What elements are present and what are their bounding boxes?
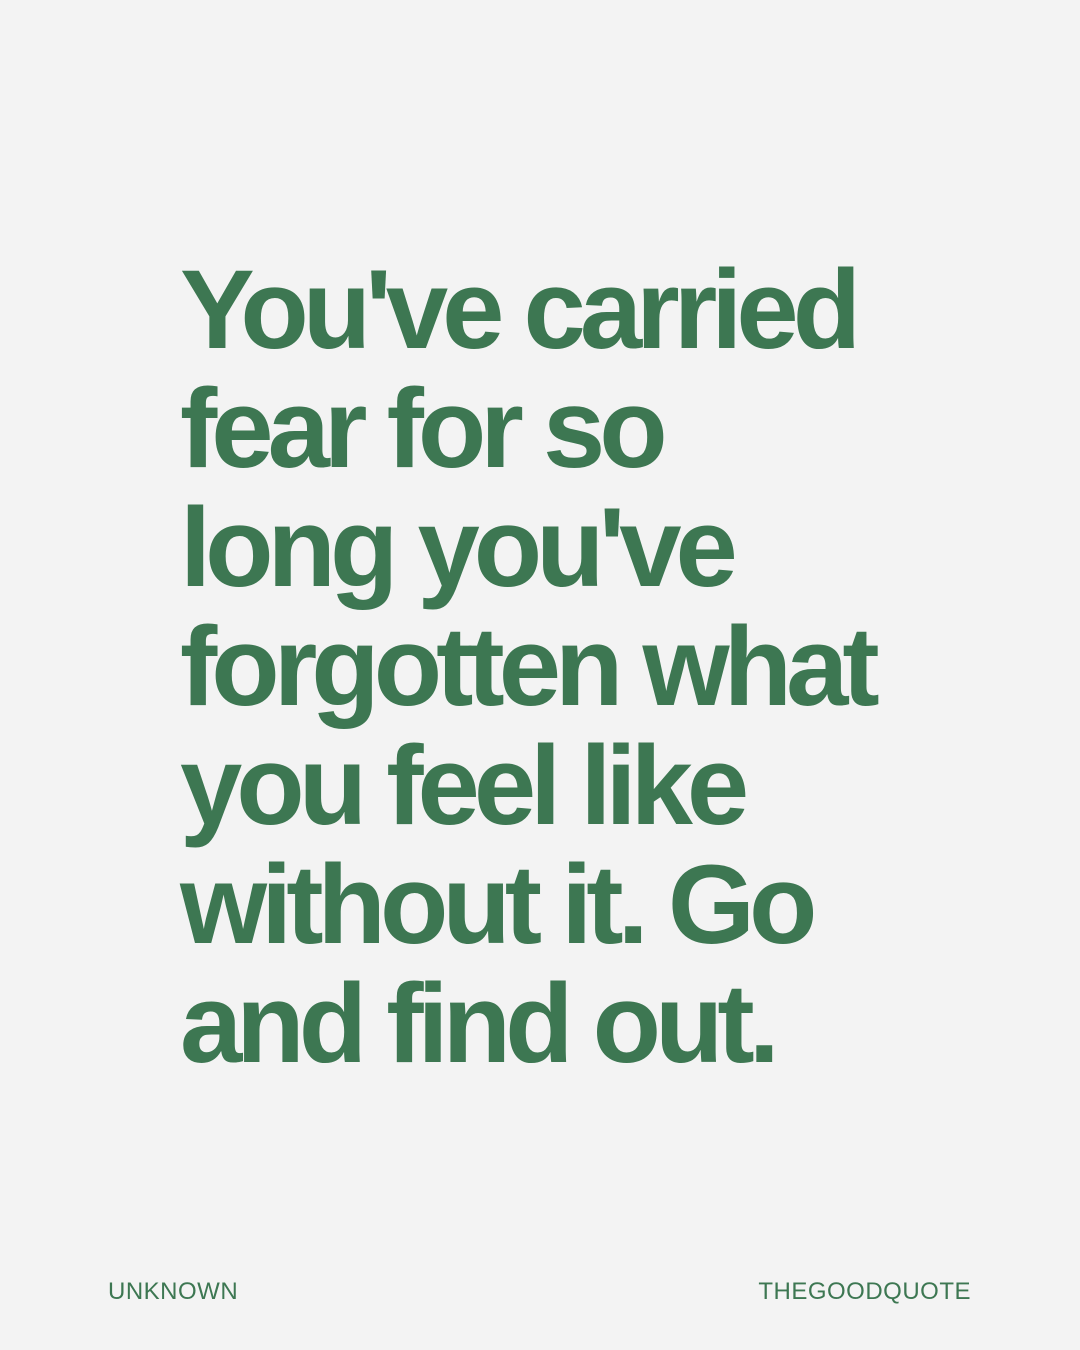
quote-line-3: long you've — [180, 485, 732, 610]
brand-name: THEGOODQUOTE — [758, 1278, 971, 1305]
quote-line-4: forgotten what — [180, 604, 874, 729]
quote-line-7: and find out. — [180, 961, 774, 1086]
quote-line-2: fear for so — [180, 366, 662, 491]
quote-line-5: you feel like — [180, 723, 744, 848]
quote-line-6: without it. Go — [180, 842, 812, 967]
quote-line-1: You've carried — [180, 247, 856, 372]
quote-author: UNKNOWN — [108, 1278, 239, 1305]
quote-text — [180, 247, 1040, 1086]
